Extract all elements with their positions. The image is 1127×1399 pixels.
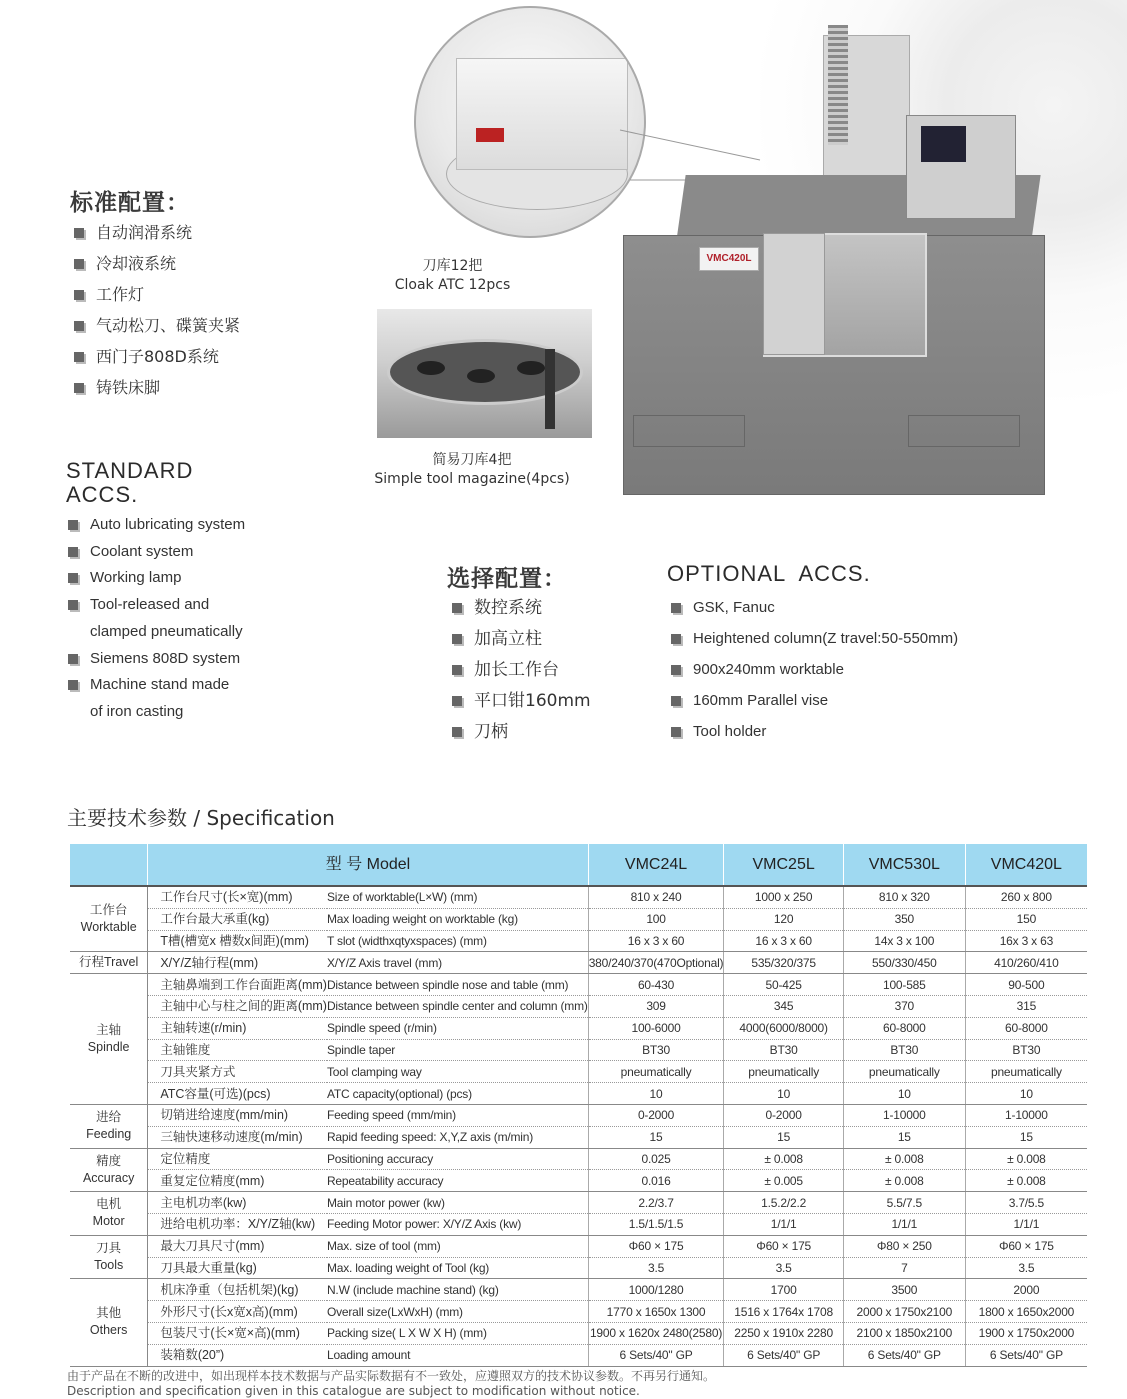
optional-item-cn-label: 数控系统	[474, 598, 542, 618]
spec-row	[70, 908, 1087, 930]
spec-param-en: Loading amount	[327, 1344, 588, 1366]
standard-list-cn	[70, 222, 240, 408]
spec-value: Φ80 × 250	[843, 1235, 965, 1257]
bullet-square-icon	[74, 259, 84, 269]
spec-value: 3.5	[724, 1257, 844, 1279]
spec-param-cn: 重复定位精度(mm)	[148, 1170, 327, 1192]
spec-param-en: Main motor power (kw)	[327, 1192, 588, 1214]
spec-row	[70, 1213, 1087, 1235]
spec-value: 10	[724, 1083, 844, 1105]
spec-group-label-en: Tools	[94, 1258, 124, 1273]
spec-value: BT30	[724, 1039, 844, 1061]
spec-value: 60-8000	[843, 1017, 965, 1039]
spec-value: 150	[965, 908, 1087, 930]
spec-value: pneumatically	[965, 1061, 1087, 1083]
standard-item-en-label: Auto lubricating system	[90, 516, 246, 533]
bullet-square-icon	[68, 520, 78, 530]
spec-value: Φ60 × 175	[724, 1235, 844, 1257]
spec-table	[70, 844, 1087, 1367]
spec-value: 1-10000	[965, 1104, 1087, 1126]
bullet-square-icon	[74, 290, 84, 300]
standard-item-en	[64, 512, 245, 539]
spec-value: 3.5	[965, 1257, 1087, 1279]
simple-magazine-photo	[377, 309, 592, 438]
spec-group-label-cn: 电机	[96, 1197, 122, 1212]
spec-row	[70, 1257, 1087, 1279]
standard-item-cn	[70, 377, 240, 408]
optional-item-cn	[448, 597, 591, 628]
optional-item-en-label: 900x240mm worktable	[693, 661, 844, 678]
spec-group-label	[70, 952, 148, 974]
spec-param-cn: 切销进给速度(mm/min)	[148, 1104, 327, 1126]
spec-row	[70, 1279, 1087, 1301]
spec-value: 60-8000	[965, 1017, 1087, 1039]
optional-item-en-label: 160mm Parallel vise	[693, 692, 829, 709]
spec-param-en: Repeatability accuracy	[327, 1170, 588, 1192]
bullet-square-icon	[452, 603, 462, 613]
spec-value: 1/1/1	[724, 1213, 844, 1235]
spec-header-row	[70, 844, 1087, 886]
standard-item-cn-label: 铸铁床脚	[96, 378, 161, 397]
spec-value: 0-2000	[724, 1104, 844, 1126]
spec-param-en: Max. loading weight of Tool (kg)	[327, 1257, 588, 1279]
spec-value: 260 x 800	[965, 886, 1087, 908]
spec-param-cn: 定位精度	[148, 1148, 327, 1170]
spec-param-cn: 工作台最大承重(kg)	[148, 908, 327, 930]
spec-group-label-cn: 刀具	[96, 1241, 122, 1256]
spec-param-cn: 最大刀具尺寸(mm)	[148, 1235, 327, 1257]
standard-heading-en	[66, 459, 193, 507]
spec-header-model: VMC24L	[588, 844, 724, 886]
spec-value: 2000	[965, 1279, 1087, 1301]
optional-item-cn-label: 加长工作台	[474, 660, 559, 680]
spec-param-en: Packing size( L X W X H) (mm)	[327, 1322, 588, 1344]
spec-param-en: Overall size(LxWxH) (mm)	[327, 1301, 588, 1323]
bullet-square-icon	[68, 600, 78, 610]
spec-value: pneumatically	[843, 1061, 965, 1083]
standard-item-cn-label: 冷却液系统	[96, 254, 177, 273]
optional-item-cn	[448, 690, 591, 721]
spec-value: ± 0.008	[965, 1170, 1087, 1192]
standard-item-cn	[70, 284, 240, 315]
machine-photo	[623, 175, 1043, 495]
spec-value: 2.2/3.7	[588, 1192, 724, 1214]
spec-param-cn: 外形尺寸(长x宽x高)(mm)	[148, 1301, 327, 1323]
spec-group-label	[70, 1279, 148, 1366]
standard-item-en-continuation: of iron casting	[90, 702, 184, 720]
standard-heading-en-line1: STANDARD	[66, 458, 194, 483]
spec-param-cn: 工作台尺寸(长×宽)(mm)	[148, 886, 327, 908]
spec-value: 345	[724, 995, 844, 1017]
spec-group-label-en: Feeding	[86, 1127, 132, 1142]
tool-pocket-icon	[517, 361, 545, 375]
standard-item-cn-label: 工作灯	[96, 285, 145, 304]
spec-title: 主要技术参数 / Specification	[67, 806, 335, 830]
simple-magazine-caption	[372, 451, 572, 489]
spec-value: 15	[724, 1126, 844, 1148]
footer-note-en: Description and specification given in this catalogue are subject to modification without notice.	[67, 1384, 640, 1398]
spec-param-cn: T槽(槽宽x 槽数x间距)(mm)	[148, 930, 327, 952]
spec-value: 535/320/375	[724, 952, 844, 974]
spec-value: 810 x 240	[588, 886, 724, 908]
spec-value: 350	[843, 908, 965, 930]
spec-value: 410/260/410	[965, 952, 1087, 974]
spec-value: ± 0.008	[843, 1148, 965, 1170]
machine-rack-shape	[828, 25, 848, 145]
spec-value: 3.5	[588, 1257, 724, 1279]
spec-value: 16 x 3 x 60	[588, 930, 724, 952]
spec-value: 7	[843, 1257, 965, 1279]
optional-item-cn	[448, 721, 591, 752]
spec-value: 6 Sets/40" GP	[724, 1344, 844, 1366]
standard-list-en	[64, 512, 245, 726]
standard-heading-en-line2: ACCS.	[66, 482, 139, 507]
spec-value: 4000(6000/8000)	[724, 1017, 844, 1039]
standard-item-cn-label: 气动松刀、碟簧夹紧	[96, 316, 241, 335]
tool-pocket-icon	[417, 361, 445, 375]
spec-row	[70, 1017, 1087, 1039]
bullet-square-icon	[452, 727, 462, 737]
spec-value: 315	[965, 995, 1087, 1017]
spec-value: 2100 x 1850x2100	[843, 1322, 965, 1344]
footer-note-cn: 由于产品在不断的改进中，如出现样本技术数据与产品实际数据有不一致处，应遵照双方的技术协议参数。不再另行通知。	[67, 1369, 716, 1383]
spec-param-cn: 装箱数(20”)	[148, 1344, 327, 1366]
bullet-square-icon	[74, 352, 84, 362]
spec-value: 15	[843, 1126, 965, 1148]
spec-value: 0.016	[588, 1170, 724, 1192]
spec-row	[70, 1148, 1087, 1170]
optional-item-cn	[448, 628, 591, 659]
spec-value: 810 x 320	[843, 886, 965, 908]
spec-value: 309	[588, 995, 724, 1017]
spec-value: ± 0.008	[843, 1170, 965, 1192]
spec-value: 1/1/1	[843, 1213, 965, 1235]
bullet-square-icon	[671, 696, 681, 706]
spec-value: 10	[588, 1083, 724, 1105]
standard-item-en-label: Tool-released and	[90, 596, 210, 614]
standard-item-en	[64, 646, 245, 673]
spec-value: 14x 3 x 100	[843, 930, 965, 952]
optional-item-cn-label: 加高立柱	[474, 629, 542, 649]
spec-value: 2250 x 1910x 2280	[724, 1322, 844, 1344]
spec-value: 1000/1280	[588, 1279, 724, 1301]
spec-header-model: VMC25L	[724, 844, 844, 886]
spec-param-en: Distance between spindle nose and table (mm)	[327, 974, 588, 996]
spec-value: 15	[965, 1126, 1087, 1148]
spec-row	[70, 1235, 1087, 1257]
bullet-square-icon	[452, 634, 462, 644]
spec-group-label-cn: 行程Travel	[79, 955, 139, 970]
standard-item-cn	[70, 222, 240, 253]
bullet-square-icon	[74, 321, 84, 331]
spec-value: pneumatically	[588, 1061, 724, 1083]
standard-item-en-label: Coolant system	[90, 542, 194, 560]
spec-param-en: Feeding Motor power: X/Y/Z Axis (kw)	[327, 1213, 588, 1235]
spec-row	[70, 886, 1087, 908]
spec-group-label-en: Spindle	[87, 1040, 130, 1055]
spec-param-cn: 刀具最大重量(kg)	[148, 1257, 327, 1279]
optional-list-cn	[448, 597, 591, 752]
warning-label-icon	[476, 128, 504, 142]
spec-param-en: Rapid feeding speed: X,Y,Z axis (m/min)	[327, 1126, 588, 1148]
standard-item-en-label: Machine stand made	[90, 676, 230, 694]
spec-value: 1.5/1.5/1.5	[588, 1213, 724, 1235]
optional-item-en-label: GSK, Fanuc	[693, 599, 775, 616]
spec-param-cn: ATC容量(可选)(pcs)	[148, 1083, 327, 1105]
spec-param-cn: 三轴快速移动速度(m/min)	[148, 1126, 327, 1148]
bullet-square-icon	[74, 383, 84, 393]
optional-item-en	[667, 659, 958, 690]
spec-group-label-en: Motor	[92, 1214, 125, 1229]
spec-value: 6 Sets/40" GP	[965, 1344, 1087, 1366]
spec-group-label	[70, 1148, 148, 1192]
bullet-square-icon	[671, 603, 681, 613]
spec-group-label-cn: 主轴	[96, 1023, 122, 1038]
spec-value: 1800 x 1650x2000	[965, 1301, 1087, 1323]
spec-value: ± 0.008	[965, 1148, 1087, 1170]
spec-row	[70, 1039, 1087, 1061]
spec-row	[70, 930, 1087, 952]
spec-row	[70, 1104, 1087, 1126]
bullet-square-icon	[68, 547, 78, 557]
spec-header-blank	[70, 844, 148, 886]
spec-param-en: Feeding speed (mm/min)	[327, 1104, 588, 1126]
spec-param-cn: 进给电机功率：X/Y/Z轴(kw)	[148, 1213, 327, 1235]
spec-group-label-cn: 其他	[96, 1306, 122, 1321]
spec-row	[70, 952, 1087, 974]
spec-param-cn: 刀具夹紧方式	[148, 1061, 327, 1083]
simple-caption-en: Simple tool magazine(4pcs)	[374, 471, 570, 487]
spec-value: 1/1/1	[965, 1213, 1087, 1235]
bullet-square-icon	[452, 665, 462, 675]
standard-item-cn-label: 西门子808D系统	[96, 347, 219, 366]
tool-holder-shape	[545, 349, 555, 429]
spec-value: 120	[724, 908, 844, 930]
optional-item-en-label: Heightened column(Z travel:50-550mm)	[693, 630, 959, 647]
optional-item-en	[667, 597, 958, 628]
spec-value: 100-6000	[588, 1017, 724, 1039]
spec-value: 1770 x 1650x 1300	[588, 1301, 724, 1323]
spec-header-model: VMC530L	[843, 844, 965, 886]
spec-param-cn: 机床净重（包括机架)(kg)	[148, 1279, 327, 1301]
spec-row	[70, 995, 1087, 1017]
spec-group-label-en: Accuracy	[82, 1170, 135, 1185]
spec-param-cn: 主轴鼻端到工作台面距离(mm)	[148, 974, 327, 996]
spec-group-label	[70, 1192, 148, 1236]
spec-param-cn: 主轴转速(r/min)	[148, 1017, 327, 1039]
machine-door-shape	[763, 233, 825, 355]
optional-item-cn-label: 刀柄	[474, 722, 508, 742]
standard-item-cn	[70, 346, 240, 377]
spec-group-label-en: Others	[89, 1323, 128, 1338]
spec-value: 6 Sets/40" GP	[588, 1344, 724, 1366]
bullet-square-icon	[68, 654, 78, 664]
spec-group-label	[70, 1104, 148, 1148]
spec-group-label	[70, 974, 148, 1105]
spec-group-label	[70, 1235, 148, 1279]
spec-value: 60-430	[588, 974, 724, 996]
standard-item-cn-label: 自动润滑系统	[96, 223, 193, 242]
optional-item-en	[667, 721, 958, 752]
spec-value: 0.025	[588, 1148, 724, 1170]
bullet-square-icon	[74, 228, 84, 238]
standard-item-en-label: Siemens 808D system	[90, 649, 241, 667]
bullet-square-icon	[671, 727, 681, 737]
bullet-square-icon	[68, 680, 78, 690]
spec-param-cn: 主轴中心与柱之间的距离(mm)	[148, 995, 327, 1017]
spec-value: 1900 x 1750x2000	[965, 1322, 1087, 1344]
spec-header-model: VMC420L	[965, 844, 1087, 886]
spec-param-en: Tool clamping way	[327, 1061, 588, 1083]
optional-item-en	[667, 690, 958, 721]
spec-value: 380/240/370(470Optional)	[588, 952, 724, 974]
spec-value: 1-10000	[843, 1104, 965, 1126]
spec-param-en: ATC capacity(optional) (pcs)	[327, 1083, 588, 1105]
spec-param-en: N.W (include machine stand) (kg)	[327, 1279, 588, 1301]
optional-list-en	[667, 597, 958, 752]
spec-value: BT30	[965, 1039, 1087, 1061]
spec-value: 3.7/5.5	[965, 1192, 1087, 1214]
optional-item-cn	[448, 659, 591, 690]
spec-value: 1900 x 1620x 2480(2580)	[588, 1322, 724, 1344]
machine-drawer-shape	[908, 415, 1020, 447]
bullet-square-icon	[452, 696, 462, 706]
spec-row	[70, 1170, 1087, 1192]
spec-value: ± 0.005	[724, 1170, 844, 1192]
tool-pocket-icon	[467, 369, 495, 383]
spec-value: 100	[588, 908, 724, 930]
spec-group-label-cn: 工作台	[89, 903, 128, 918]
standard-item-en	[64, 565, 245, 592]
spec-value: 1700	[724, 1279, 844, 1301]
spec-value: 16x 3 x 63	[965, 930, 1087, 952]
spec-value: 550/330/450	[843, 952, 965, 974]
spec-param-en: Max. size of tool (mm)	[327, 1235, 588, 1257]
spec-value: 1516 x 1764x 1708	[724, 1301, 844, 1323]
spec-value: Φ60 × 175	[965, 1235, 1087, 1257]
spec-value: 15	[588, 1126, 724, 1148]
spec-row	[70, 1192, 1087, 1214]
optional-item-en-label: Tool holder	[693, 723, 767, 740]
spec-header-model-label: 型 号 Model	[148, 844, 588, 886]
standard-item-en	[64, 539, 245, 566]
spec-param-en: T slot (widthxqtyxspaces) (mm)	[327, 930, 588, 952]
optional-heading-cn: 选择配置：	[447, 566, 567, 592]
standard-item-cn	[70, 315, 240, 346]
spec-group-label-en: Worktable	[80, 920, 137, 935]
simple-caption-cn: 简易刀库4把	[432, 452, 512, 468]
spec-value: Φ60 × 175	[588, 1235, 724, 1257]
spec-value: 1000 x 250	[724, 886, 844, 908]
spec-param-en: Distance between spindle center and column (mm)	[327, 995, 588, 1017]
spec-param-cn: 主电机功率(kw)	[148, 1192, 327, 1214]
machine-drawer-shape	[633, 415, 745, 447]
spec-value: BT30	[843, 1039, 965, 1061]
atc-caption-en: Cloak ATC 12pcs	[394, 277, 511, 293]
spec-value: pneumatically	[724, 1061, 844, 1083]
spec-value: 10	[843, 1083, 965, 1105]
spec-row	[70, 1344, 1087, 1366]
spec-row	[70, 1322, 1087, 1344]
atc-caption-cn: 刀库12把	[422, 258, 483, 274]
spec-value: BT30	[588, 1039, 724, 1061]
control-panel-shape	[906, 115, 1016, 219]
spec-param-cn: X/Y/Z轴行程(mm)	[148, 952, 327, 974]
standard-item-en-continuation: clamped pneumatically	[90, 622, 243, 640]
machine-model-badge: VMC420L	[699, 247, 759, 271]
spec-value: ± 0.008	[724, 1148, 844, 1170]
spec-param-cn: 包装尺寸(长×宽×高)(mm)	[148, 1322, 327, 1344]
spec-param-en: X/Y/Z Axis travel (mm)	[327, 952, 588, 974]
optional-item-cn-label: 平口钳160mm	[474, 691, 591, 711]
bullet-square-icon	[671, 634, 681, 644]
spec-value: 1.5.2/2.2	[724, 1192, 844, 1214]
spec-value: 3500	[843, 1279, 965, 1301]
bullet-square-icon	[68, 573, 78, 583]
spec-value: 2000 x 1750x2100	[843, 1301, 965, 1323]
spec-param-en: Max loading weight on worktable (kg)	[327, 908, 588, 930]
spec-value: 5.5/7.5	[843, 1192, 965, 1214]
spec-group-label	[70, 886, 148, 952]
spec-value: 100-585	[843, 974, 965, 996]
spec-param-en: Size of worktable(L×W) (mm)	[327, 886, 588, 908]
spec-value: 0-2000	[588, 1104, 724, 1126]
spec-group-label-cn: 进给	[96, 1110, 122, 1125]
bullet-square-icon	[671, 665, 681, 675]
spec-value: 50-425	[724, 974, 844, 996]
spec-row	[70, 974, 1087, 996]
control-screen-shape	[921, 126, 966, 162]
spec-param-en: Spindle speed (r/min)	[327, 1017, 588, 1039]
spec-value: 10	[965, 1083, 1087, 1105]
optional-heading-en: OPTIONAL ACCS.	[667, 561, 871, 586]
standard-item-en-label: Working lamp	[90, 569, 182, 587]
spec-row	[70, 1301, 1087, 1323]
spec-row	[70, 1126, 1087, 1148]
standard-item-cn	[70, 253, 240, 284]
atc-caption	[380, 257, 525, 295]
spec-value: 16 x 3 x 60	[724, 930, 844, 952]
standard-heading-cn: 标准配置：	[70, 190, 190, 216]
standard-item-en	[64, 592, 245, 619]
spec-value: 90-500	[965, 974, 1087, 996]
spec-value: 6 Sets/40" GP	[843, 1344, 965, 1366]
optional-item-en	[667, 628, 958, 659]
spec-param-cn: 主轴锥度	[148, 1039, 327, 1061]
spec-param-en: Positioning accuracy	[327, 1148, 588, 1170]
spec-group-label-cn: 精度	[96, 1153, 122, 1168]
spec-row	[70, 1083, 1087, 1105]
standard-item-en	[64, 672, 245, 699]
spec-param-en: Spindle taper	[327, 1039, 588, 1061]
spec-row	[70, 1061, 1087, 1083]
spec-value: 370	[843, 995, 965, 1017]
